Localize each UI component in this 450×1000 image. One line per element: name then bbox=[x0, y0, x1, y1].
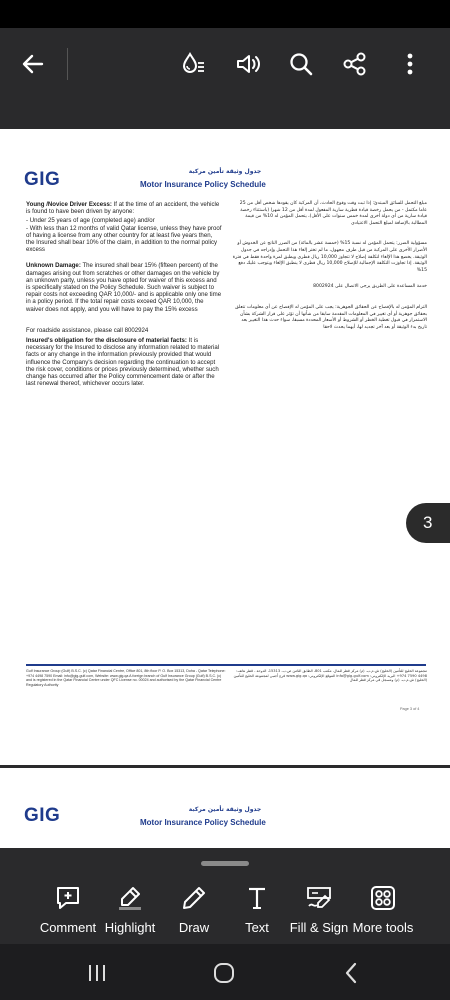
fill-sign-icon bbox=[305, 884, 333, 912]
tool-label: More tools bbox=[352, 920, 414, 935]
page-footer-number: Page 3 of 4 bbox=[400, 707, 420, 711]
en-paragraph: Unknown Damage: The insured shall bear 15% (fifteen percent) of the damages arising out from scratches or other damages on the vehicle by an unknown party, unless you have opted for waiver of this excess and is specifically stated on the Policy Schedule. Such waiver is subject to repair costs not exceeding QAR 10,000/- and is applicable only one time in a policy period. If the total repair costs exceed QAR 10,000, the waiver does not apply, and you will have to pay the 15% excess bbox=[26, 262, 222, 313]
pen-icon bbox=[180, 884, 208, 912]
page-gap bbox=[0, 100, 450, 129]
pdf-page-next[interactable] bbox=[0, 768, 450, 848]
en-paragraph: Insured's obligation for the disclosure of material facts: It is necessary for the Insured to disclose any information related to material facts or any change in the information previously provided that would influence the Company's decision regarding the continuation to accept the risk cover, conditions or prices previously determined, whether such change has occurred after the Policy commencement date or after the last renewal thereof, whichever occurs later. bbox=[26, 337, 220, 388]
en-paragraph: For roadside assistance, please call 8002924 bbox=[26, 326, 149, 334]
recents-icon[interactable] bbox=[82, 958, 112, 988]
share-icon[interactable] bbox=[335, 44, 375, 84]
tool-label: Fill & Sign bbox=[289, 920, 349, 935]
tool-label: Comment bbox=[39, 920, 97, 935]
tool-label: Highlight bbox=[104, 920, 156, 935]
footer-arabic: مجموعة الخليج للتأمين (الخليج) ش.م.ب. (م) مركز قطر للمال، مكتب 801، الطابق الثامن ص.ب. 15313، الدوحة - قطر هاتف: 4498 7590 974+ البريد الإلكتروني: info@gig-gulf.com الموقع الإلكتروني: www.gig.qa فرع أجنبي لمجموعة الخليج للتأمين (الخليج) ش.م.ب. (م) ومسجل في مركز قطر للمال bbox=[233, 669, 427, 683]
search-icon[interactable] bbox=[281, 44, 321, 84]
status-bar bbox=[0, 0, 450, 28]
arrow-left-icon[interactable] bbox=[13, 44, 53, 84]
ar-paragraph: مبلغ التحمل للسائق المبتدئ: إذا ثبت وقت وقوع الحادث، أن المركبة كان يقودها شخص أقل من 25 عاما مكتمل - من يحمل رخصة قيادة قطرية سارية المفعول لمدة أقل من 12 شهرا (باستثناء رخصة قيادة سارية من أي دولة أخرى لمدة خمس سنوات على الأقل)، يتحمل المؤمن له 10% من قيمة المطالبة بالإضافة لمبلغ التحمل الاعتيادي bbox=[239, 201, 427, 226]
speaker-icon[interactable] bbox=[228, 44, 268, 84]
ar-paragraph: خدمة المساعدة على الطريق يرجى الاتصال على 8002924 bbox=[313, 284, 427, 290]
liquid-mode-icon[interactable] bbox=[173, 44, 213, 84]
comment-icon bbox=[54, 884, 82, 912]
footer-rule bbox=[26, 664, 426, 666]
more-tools-icon bbox=[369, 884, 397, 912]
gig-logo: GIG bbox=[24, 805, 61, 826]
back-chevron-icon[interactable] bbox=[336, 958, 366, 988]
system-navigation-bar bbox=[0, 944, 450, 1000]
title-english: Motor Insurance Policy Schedule bbox=[140, 180, 266, 189]
page-number-badge[interactable]: 3 bbox=[406, 503, 450, 543]
ar-paragraph: مسؤولية الضرر: يتحمل المؤمن له نسبة 15% (خمسة عشر بالمائة) من الضرر الناتج عن الخدوش أو الأضرار الأخرى على المركبة من قبل طرف مجهول، ما لم تختر إلغاء هذا التحمل وإدراجه في جدول الوثيقة. يخضع هذا الإلغاء لتكلفة إصلاح لا تتجاوز 10,000 ريال قطري ويطبق لمرة واحدة فقط في فترة الوثيقة. إذا تجاوزت التكلفة الإجمالية للإصلاح 10,000 ريال قطري لا ينطبق الإلغاء ويتوجب عليك دفع 15% bbox=[232, 241, 427, 273]
en-paragraph: - With less than 12 months of valid Qatar license, unless they have proof of having a license from any other country for at least five years then, bbox=[26, 224, 222, 239]
text-icon bbox=[243, 884, 271, 912]
toolbar-divider bbox=[67, 48, 68, 80]
home-icon[interactable] bbox=[209, 958, 239, 988]
english-column bbox=[26, 201, 222, 389]
en-paragraph: - Under 25 years of age (completed age) and/or bbox=[26, 217, 155, 225]
title-english: Motor Insurance Policy Schedule bbox=[140, 818, 266, 827]
footer-english: Gulf Insurance Group (Gulf) B.S.C. (c) Qatar Financial Centre, Office 801, 8th floor P. O. Box 15313, Doha - Qatar Telephone: +974 4498 7590 Email: info@gig-gulf.com, Website: www.gig.qa A foreign branch of Gulf Insurance Group (Gulf) B.S.C. (c) and is registered in the Qatar Financial Centre under QFC License no. 00024 and authorised by the Qatar Financial Centre Regulatory Authority bbox=[26, 669, 226, 687]
tool-label: Draw bbox=[178, 920, 210, 935]
title-arabic: جدول وثيقة تأمين مركبة bbox=[188, 806, 262, 813]
title-arabic: جدول وثيقة تأمين مركبة bbox=[188, 168, 262, 175]
arabic-column bbox=[232, 201, 427, 337]
tool-label: Text bbox=[245, 920, 269, 935]
gig-logo: GIG bbox=[24, 169, 61, 190]
en-paragraph: the Insured shall bear 10% of the claim, in addition to the normal policy excess bbox=[26, 239, 218, 254]
highlighter-icon bbox=[116, 884, 144, 912]
en-paragraph: Young /Novice Driver Excess: If at the time of an accident, the vehicle is found to have been driven by anyone: bbox=[26, 201, 220, 216]
ar-paragraph: التزام المؤمن له بالإفصاح عن الحقائق الجوهرية: يجب على المؤمن له الإفصاح عن أي معلومات تتعلق بحقائق جوهرية أو أي تغيير في المعلومات المقدمة سابقا من شأنها أن تؤثر على قرار الشركة بشأن الاستمرار في قبول تغطية الخطر أو الشروط أو الأسعار المحددة مسبقا، سواء حدث هذا التغيير بعد تاريخ بدء الوثيقة أو بعد آخر تجديد لها، أيهما يحدث لاحقا bbox=[235, 304, 427, 330]
drag-handle[interactable] bbox=[201, 861, 249, 866]
tools-panel bbox=[0, 848, 450, 944]
more-vertical-icon[interactable] bbox=[390, 44, 430, 84]
tool-more-tools[interactable] bbox=[343, 884, 423, 935]
top-toolbar bbox=[0, 28, 450, 100]
pdf-page[interactable] bbox=[0, 129, 450, 765]
